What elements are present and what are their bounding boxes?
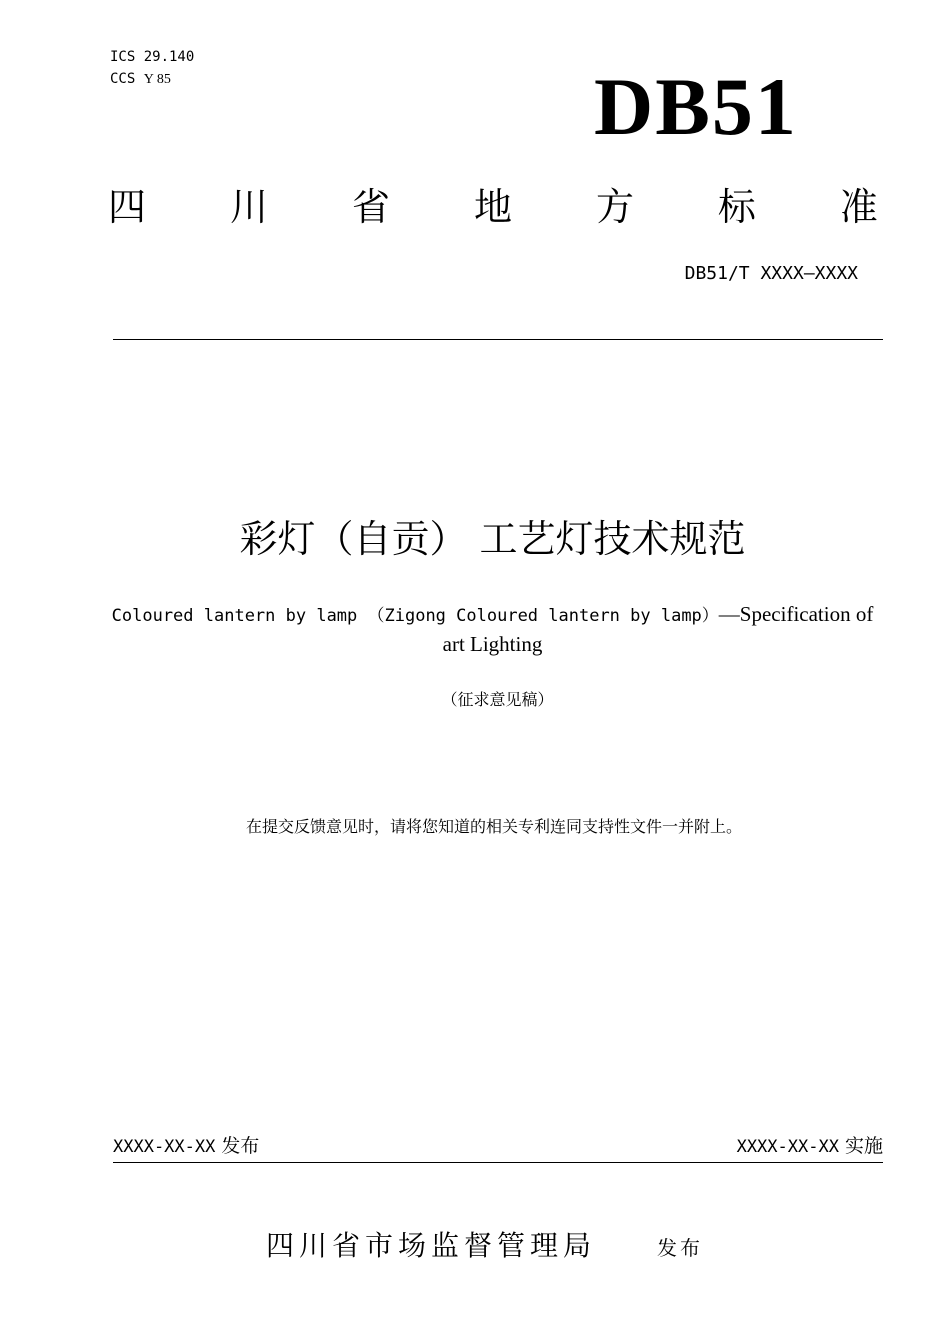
standard-type-char: 准 — [839, 185, 878, 229]
issuing-verb: 发布 — [657, 1236, 703, 1260]
title-chinese: 彩灯（自贡） 工艺灯技术规范 — [239, 517, 746, 561]
standard-logo: DB51 — [594, 61, 798, 152]
title-english — [100, 600, 885, 659]
issuing-authority: 四川省市场监督管理局 — [266, 1229, 597, 1262]
ccs-value: Y 85 — [143, 72, 171, 87]
top-divider — [113, 339, 883, 340]
standard-number: DB51/T XXXX—XXXX — [684, 263, 858, 284]
issue-date: XXXX-XX-XX — [113, 1137, 216, 1157]
issue-label: 发布 — [221, 1135, 260, 1157]
title-english-part2: —Specification of art Lighting — [442, 602, 874, 656]
standard-type-char: 四 — [108, 185, 147, 229]
ccs-code — [110, 71, 171, 87]
draft-status: （征求意见稿） — [441, 690, 554, 709]
bottom-divider — [113, 1162, 883, 1163]
standard-type-char: 方 — [595, 185, 634, 229]
ics-code: ICS 29.140 — [110, 49, 195, 65]
implementation-date-line — [737, 1133, 883, 1160]
patent-note: 在提交反馈意见时，请将您知道的相关专利连同支持性文件一并附上。 — [245, 817, 742, 836]
standard-type-char: 川 — [229, 185, 268, 229]
standard-type-char: 省 — [351, 185, 390, 229]
implementation-label: 实施 — [844, 1135, 883, 1157]
standard-type-char: 地 — [473, 185, 512, 229]
standard-type-heading — [108, 182, 878, 232]
issue-date-line — [113, 1133, 259, 1160]
ccs-label: CCS — [110, 71, 136, 87]
implementation-date: XXXX-XX-XX — [736, 1137, 839, 1157]
classification-codes — [110, 46, 194, 91]
standard-type-char: 标 — [717, 185, 756, 229]
title-english-part1: Coloured lantern by lamp （Zigong Coloured lantern by lamp） — [111, 606, 719, 626]
